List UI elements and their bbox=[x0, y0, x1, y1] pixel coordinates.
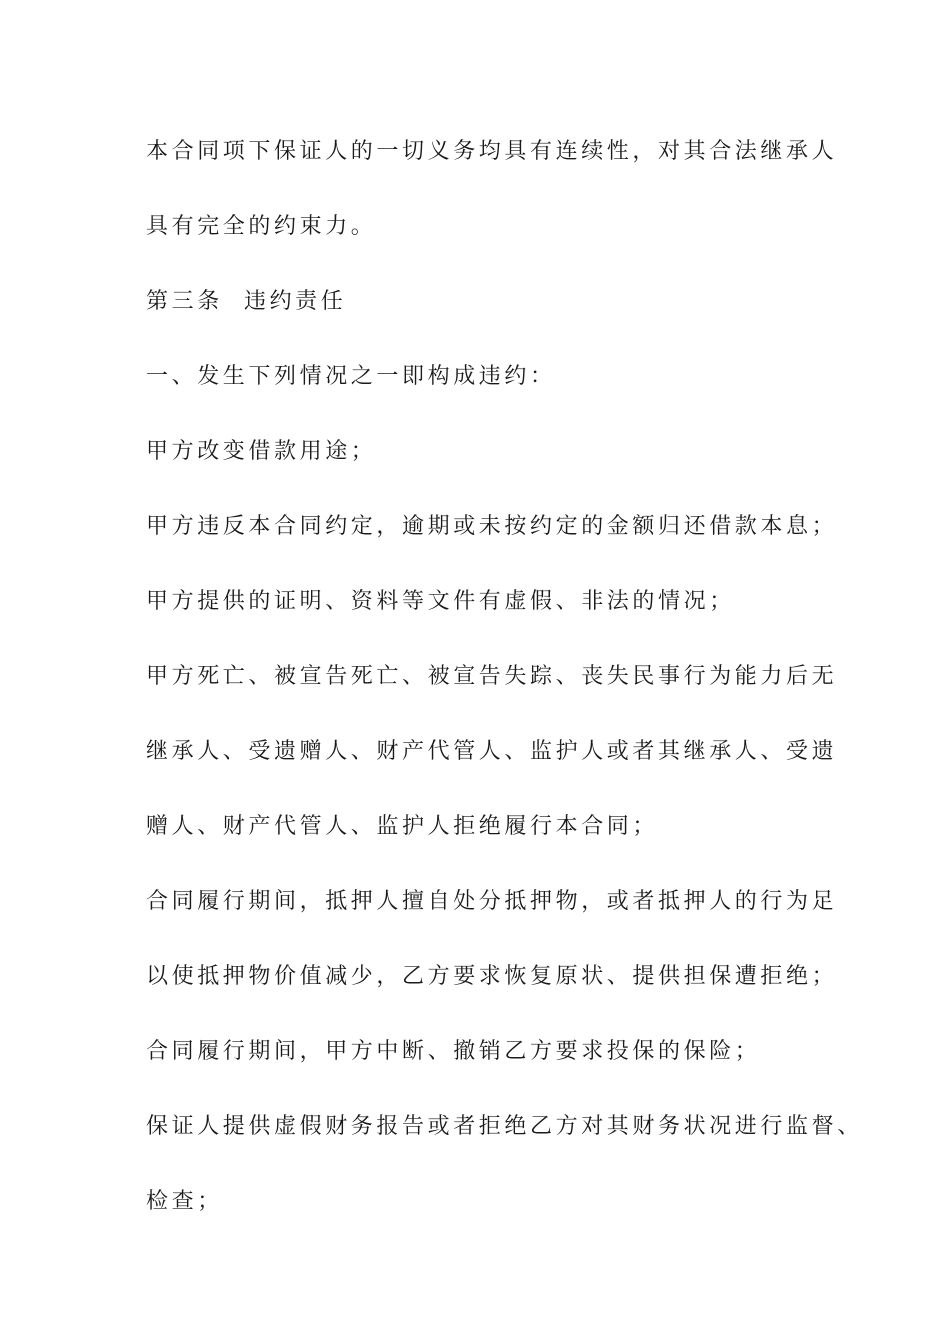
text-line: 保证人提供虚假财务报告或者拒绝乙方对其财务状况进行监督、 bbox=[146, 1114, 863, 1139]
text-line: 合同履行期间，抵押人擅自处分抵押物，或者抵押人的行为足 bbox=[146, 889, 838, 914]
text-line: 以使抵押物价值减少，乙方要求恢复原状、提供担保遭拒绝； bbox=[146, 964, 838, 989]
text-line: 一、发生下列情况之一即构成违约： bbox=[146, 364, 556, 389]
text-line: 甲方死亡、被宣告死亡、被宣告失踪、丧失民事行为能力后无 bbox=[146, 664, 838, 689]
text-line: 合同履行期间，甲方中断、撤销乙方要求投保的保险； bbox=[146, 1039, 761, 1064]
text-line: 甲方违反本合同约定，逾期或未按约定的金额归还借款本息； bbox=[146, 514, 838, 539]
text-line: 具有完全的约束力。 bbox=[146, 214, 377, 239]
text-line: 赠人、财产代管人、监护人拒绝履行本合同； bbox=[146, 814, 659, 839]
text-line: 本合同项下保证人的一切义务均具有连续性，对其合法继承人 bbox=[146, 139, 838, 164]
document-body bbox=[146, 128, 863, 1253]
text-line: 甲方提供的证明、资料等文件有虚假、非法的情况； bbox=[146, 589, 735, 614]
section-heading: 第三条 违约责任 bbox=[146, 289, 347, 314]
text-line: 甲方改变借款用途； bbox=[146, 439, 377, 464]
text-line: 继承人、受遗赠人、财产代管人、监护人或者其继承人、受遗 bbox=[146, 739, 838, 764]
text-line: 检查； bbox=[146, 1189, 223, 1214]
